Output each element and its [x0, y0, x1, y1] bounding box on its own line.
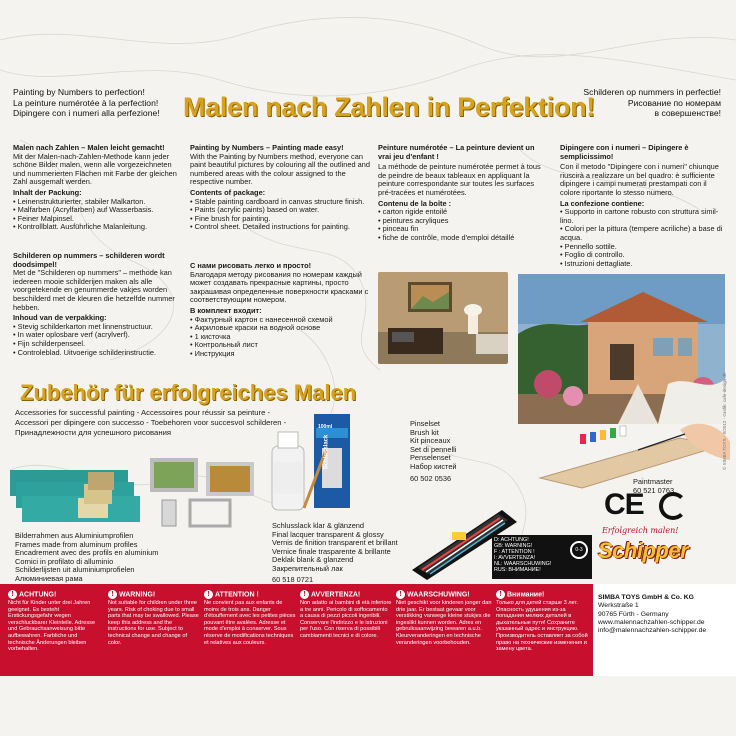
warning-de-text: Nicht für Kinder unter drei Jahren geeignet. Es besteht Erstickungsgefahr wegen verschluckbarer Kleinteile. Adresse und Gebrauchsanweisung bitte aufbewahren. Farbliche und technische Änderungen bleiben vorbehalten. — [8, 600, 96, 653]
en-heading: Painting by Numbers – Painting made easy! — [190, 143, 344, 152]
accessories-line: Accessori per dipingere con successo - Toebehoren voor succesvol schilderen - — [15, 418, 287, 427]
it-body: Con il metodo "Dipingere con i numeri" chiunque riuscirà a realizzare un bel quadro: è sufficiente dipingere i campi numerati prestampati con il colore riportante lo stesso numero. — [560, 162, 719, 197]
section-nl — [13, 252, 183, 357]
list-item: • Акриловые краски на водной основе — [190, 324, 373, 333]
choking-line: RUS: ВНИМАНИЕ! — [494, 567, 541, 574]
warning-icon: ! — [300, 590, 309, 599]
list-item: • Фактурный картон с нанесенной схемой — [190, 316, 373, 325]
warning-nl-text: Niet geschikt voor kinderen jonger dan drie jaar. Er bestaat gevaar voor verstikking vanwege kleine stukjes die ingeslikt kunnen worden. Adres en gebruiksaanwijzing bewaren a.u.b. Kleurveranderingen en technische veranderingen voorbehouden. — [396, 600, 492, 646]
lacquer-line: Vernis de finition transparent et brillant — [272, 538, 398, 548]
de-contents-heading: Inhalt der Packung: — [13, 187, 82, 197]
list-item: • carton rigide entoilé — [378, 208, 548, 217]
company-city: 90765 Fürth - Germany — [598, 610, 669, 618]
list-item: • pinceau fin — [378, 225, 548, 234]
ru-body: Благодаря методу рисования по номерам каждый может создавать прекрасные картины, просто закрашивая определенные поверхности красками с соответствующим номером. — [190, 269, 369, 305]
it-contents-heading: La confezione contiene: — [560, 198, 645, 208]
brush-line: Penselenset — [410, 453, 451, 463]
warning-de-title: ! ACHTUNG! — [8, 590, 104, 599]
sample-painting — [518, 274, 725, 424]
list-item: • Supporto in cartone robusto con struttura simil-lino. — [560, 208, 728, 225]
warning-ru-title: ! Внимание! — [496, 590, 590, 599]
lacquer-line: Schlusslack klar & glänzend — [272, 521, 365, 530]
ru-heading: С нами рисовать легко и просто! — [190, 261, 312, 270]
list-item: • peintures acryliques — [378, 217, 548, 226]
warning-icon: ! — [496, 590, 505, 599]
list-item: • fiche de contrôle, mode d'emploi détaillé — [378, 234, 548, 243]
lacquer-bottle-photo — [268, 410, 354, 516]
section-fr — [378, 144, 548, 243]
age-warning-icon — [570, 541, 588, 559]
tagline-left-fr: La peinture numérotée à la perfection! — [13, 97, 159, 108]
ru-contents-list — [190, 316, 373, 359]
list-item: • Istruzioni dettagliate. — [560, 260, 728, 269]
frames-line: Алюминиевая рама — [15, 573, 83, 583]
list-item: • Controleblad. Uitvoerige schilderinstructie. — [13, 349, 183, 358]
warning-icon: ! — [204, 590, 213, 599]
section-ru — [190, 262, 373, 359]
frames-line: Encadrement avec des profils en aluminium — [15, 548, 159, 558]
schipper-logo — [598, 526, 716, 576]
accessories-subtitles — [15, 408, 286, 438]
choking-line: D: ACHTUNG! — [494, 537, 529, 543]
frames-line: Schilderlijsten uit aluminiumprofielen — [15, 565, 135, 575]
list-item: • 1 кисточка — [190, 333, 373, 342]
company-email[interactable]: info@malennachzahlen-schipper.de — [598, 627, 707, 635]
company-website[interactable]: www.malennachzahlen-schipper.de — [598, 618, 705, 626]
ru-contents-heading: В комплект входит: — [190, 305, 262, 315]
fr-heading: Peinture numérotée – La peinture devient un vrai jeu d'enfant ! — [378, 143, 535, 161]
page-title: Malen nach Zahlen in Perfektion! — [183, 92, 595, 122]
brush-line: Kit pinceaux — [410, 436, 451, 446]
list-item: • Stable painting cardboard in canvas structure finish. — [190, 198, 373, 207]
warning-ru-text: Только для детей старше 3 лет. Опасность удушения из-за попадания мелких деталей в дыхательные пути! Сохраните указанный адрес и инструкцию. Производитель оставляет за собой право на технические изменения и замену цвета. — [496, 600, 588, 653]
it-contents-list — [560, 208, 728, 268]
list-item: • Malfarben (Acrylfarben) auf Wasserbasis. — [13, 206, 183, 215]
list-item: • Stevig schilderkarton met linnenstructuur. — [13, 323, 183, 332]
warning-fr — [204, 590, 296, 646]
brush-article: 60 502 0536 — [410, 473, 452, 483]
recycle-mark-icon — [659, 492, 687, 520]
lacquer-bottle-label: Schlusslack — [323, 434, 330, 470]
list-item: • Kontrollblatt. Ausführliche Malanleitung. — [13, 223, 183, 232]
paintmaster-article: 60 521 0763 — [633, 485, 675, 495]
warning-it-text: Non adatto ai bambini di età inferiore a tre anni. Pericolo di soffocamento a causa di pezzi piccoli ingeribili. Conservare l'indirizzo e le istruzioni per l'uso. Con riserva di possibili cambiamenti tecnici e di colore. — [300, 600, 392, 639]
list-item: • Feiner Malpinsel. — [13, 215, 183, 224]
lacquer-line: Закрепительный лак — [272, 563, 343, 573]
warning-de — [8, 590, 104, 653]
tagline-right-ru-2: в совершенстве! — [654, 108, 721, 118]
warning-en-text: Not suitable for children under three years. Risk of choking due to small parts that may be swallowed. Please keep this address and the instructions for use. Subject to technical change and change of color. — [108, 600, 199, 646]
side-credit: © SIMBA TOYS · 9/2012 · Grafik: cafe-design.de — [722, 372, 727, 470]
accessories-title: Zubehör für erfolgreiches Malen — [20, 380, 357, 405]
warning-nl — [396, 590, 492, 646]
choking-line: NL: WAARSCHUWING! — [494, 561, 552, 568]
en-body: With the Painting by Numbers method, everyone can paint beautiful pictures by colouring all the outlined and numbered areas with the colour assigned to the respective number. — [190, 151, 370, 187]
warning-icon: ! — [108, 590, 117, 599]
section-it — [560, 144, 728, 268]
frames-photo — [148, 456, 260, 532]
living-room-photo — [378, 272, 508, 364]
ce-mark — [604, 488, 687, 522]
warning-icon: ! — [8, 590, 17, 599]
nl-contents-list — [13, 323, 183, 357]
ce-mark-text: CE — [604, 488, 644, 521]
warning-icon: ! — [396, 590, 405, 599]
section-de — [13, 144, 183, 232]
brand-slogan: Erfolgreich malen! — [602, 526, 679, 535]
warning-fr-text: Ne convient pas aux enfants de moins de trois ans. Danger d'étouffement avec les petites pièces pouvant être avalées. Adresse et mode d'emploi à conserver. Sous réserve de modifications techniques et relatives aux couleurs. — [204, 600, 296, 646]
de-contents-list — [13, 198, 183, 232]
brush-line: Set di pennelli — [410, 444, 457, 454]
list-item: • Pennello sottile. — [560, 243, 728, 252]
tagline-left-it: Dipingere con i numeri alla perfezione! — [13, 108, 160, 118]
age-warning-label: 0-3 — [575, 547, 583, 553]
lacquer-line: Final lacquer transparent & glossy — [272, 529, 384, 539]
warning-en-title: ! WARNING! — [108, 590, 200, 599]
choking-line: F : ATTENTION ! — [494, 549, 535, 556]
lacquer-article: 60 518 0721 — [272, 574, 314, 584]
list-item: • Инструкция — [190, 350, 373, 359]
list-item: • Fijn schilderpenseel. — [13, 340, 183, 349]
choking-warning-box — [492, 535, 592, 579]
accessories-line: Принадлежности для успешного рисования — [15, 428, 172, 437]
en-contents-list — [190, 198, 373, 232]
accessories-line: Accessories for successful painting - Accessoires pour réussir sa peinture - — [15, 408, 271, 417]
warning-it-title: ! AVVERTENZA! — [300, 590, 392, 599]
lacquer-line: Vernice finale trasparente & brillante — [272, 546, 391, 556]
choking-line: GB: WARNING! — [494, 543, 533, 550]
brush-line: Pinselset — [410, 419, 440, 428]
list-item: • In water oplosbare verf (acrylverf). — [13, 331, 183, 340]
company-name: SIMBA TOYS GmbH & Co. KG — [598, 594, 694, 601]
list-item: • Colori per la pittura (tempere acriliche) a base di acqua. — [560, 225, 728, 242]
frames-line: Bilderrahmen aus Aluminiumprofilen — [15, 531, 134, 540]
fr-contents-list — [378, 208, 548, 242]
nl-contents-heading: Inhoud van de verpakking: — [13, 313, 107, 323]
fr-body: La méthode de peinture numérotée permet à tous de peindre de beaux tableaux en appliquant la peinture correspondante sur toutes les surfaces pré-tracées et numérotées. — [378, 162, 541, 197]
brush-info — [410, 420, 520, 483]
tagline-right-nl: Schilderen op nummers in perfectie! — [583, 87, 721, 97]
lacquer-line: Deklak blank & glanzend — [272, 555, 354, 565]
tagline-right — [583, 87, 721, 119]
section-en — [190, 144, 373, 232]
warning-en — [108, 590, 200, 646]
de-body: Mit der Malen-nach-Zahlen-Methode kann jeder schöne Bilder malen, wenn alle vorgezeichneten und nummerierten Flächen mit Farbe der gleichen Zahl ausgemalt werden. — [13, 151, 177, 187]
it-heading: Dipingere con i numeri – Dipingere è semplicissimo! — [560, 143, 689, 161]
warning-it — [300, 590, 392, 640]
list-item: • Control sheet. Detailed instructions for painting. — [190, 223, 373, 232]
list-item: • Fine brush for painting. — [190, 215, 373, 224]
choking-line: I: AVVERTENZA! — [494, 555, 536, 562]
fr-contents-heading: Contenu de la boîte : — [378, 198, 452, 208]
list-item: • Paints (acrylic paints) based on water. — [190, 206, 373, 215]
warning-ru — [496, 590, 590, 653]
frames-info — [15, 532, 195, 584]
frames-line: Frames made from aluminum profiles — [15, 539, 138, 549]
tagline-left-en: Painting by Numbers to perfection! — [13, 87, 145, 97]
company-address — [598, 594, 706, 635]
brand-name: Schipper — [598, 538, 689, 563]
nl-heading: Schilderen op nummers – schilderen wordt doodsimpel! — [13, 251, 165, 269]
de-heading: Malen nach Zahlen – Malen leicht gemacht! — [13, 143, 165, 152]
nl-body: Met de "Schilderen op nummers" – methode kan iedereen mooie schilderijen maken als alle voorgetekende en genummerde vakjes worden beschilderd met de kleuren die hetzelfde nummer hebben. — [13, 268, 175, 312]
lacquer-volume: 100ml — [318, 424, 333, 430]
list-item: • Leinenstrukturierter, stabiler Malkarton. — [13, 198, 183, 207]
warning-nl-title: ! WAARSCHUWING! — [396, 590, 492, 599]
list-item: • Контрольный лист — [190, 341, 373, 350]
brush-line: Brush kit — [410, 427, 439, 437]
warning-fr-title: ! ATTENTION ! — [204, 590, 296, 599]
paintmaster-label: Paintmaster — [633, 477, 673, 486]
brush-line: Набор кистей — [410, 461, 457, 471]
company-street: Werkstraße 1 — [598, 602, 639, 610]
boxed-kits-photo — [8, 448, 143, 530]
list-item: • Foglio di controllo. — [560, 251, 728, 260]
en-contents-heading: Contents of package: — [190, 187, 266, 197]
frames-line: Cornici in profilato di alluminio — [15, 556, 114, 566]
tagline-right-ru-1: Рисование по номерам — [627, 97, 721, 108]
tagline-left — [13, 87, 160, 119]
